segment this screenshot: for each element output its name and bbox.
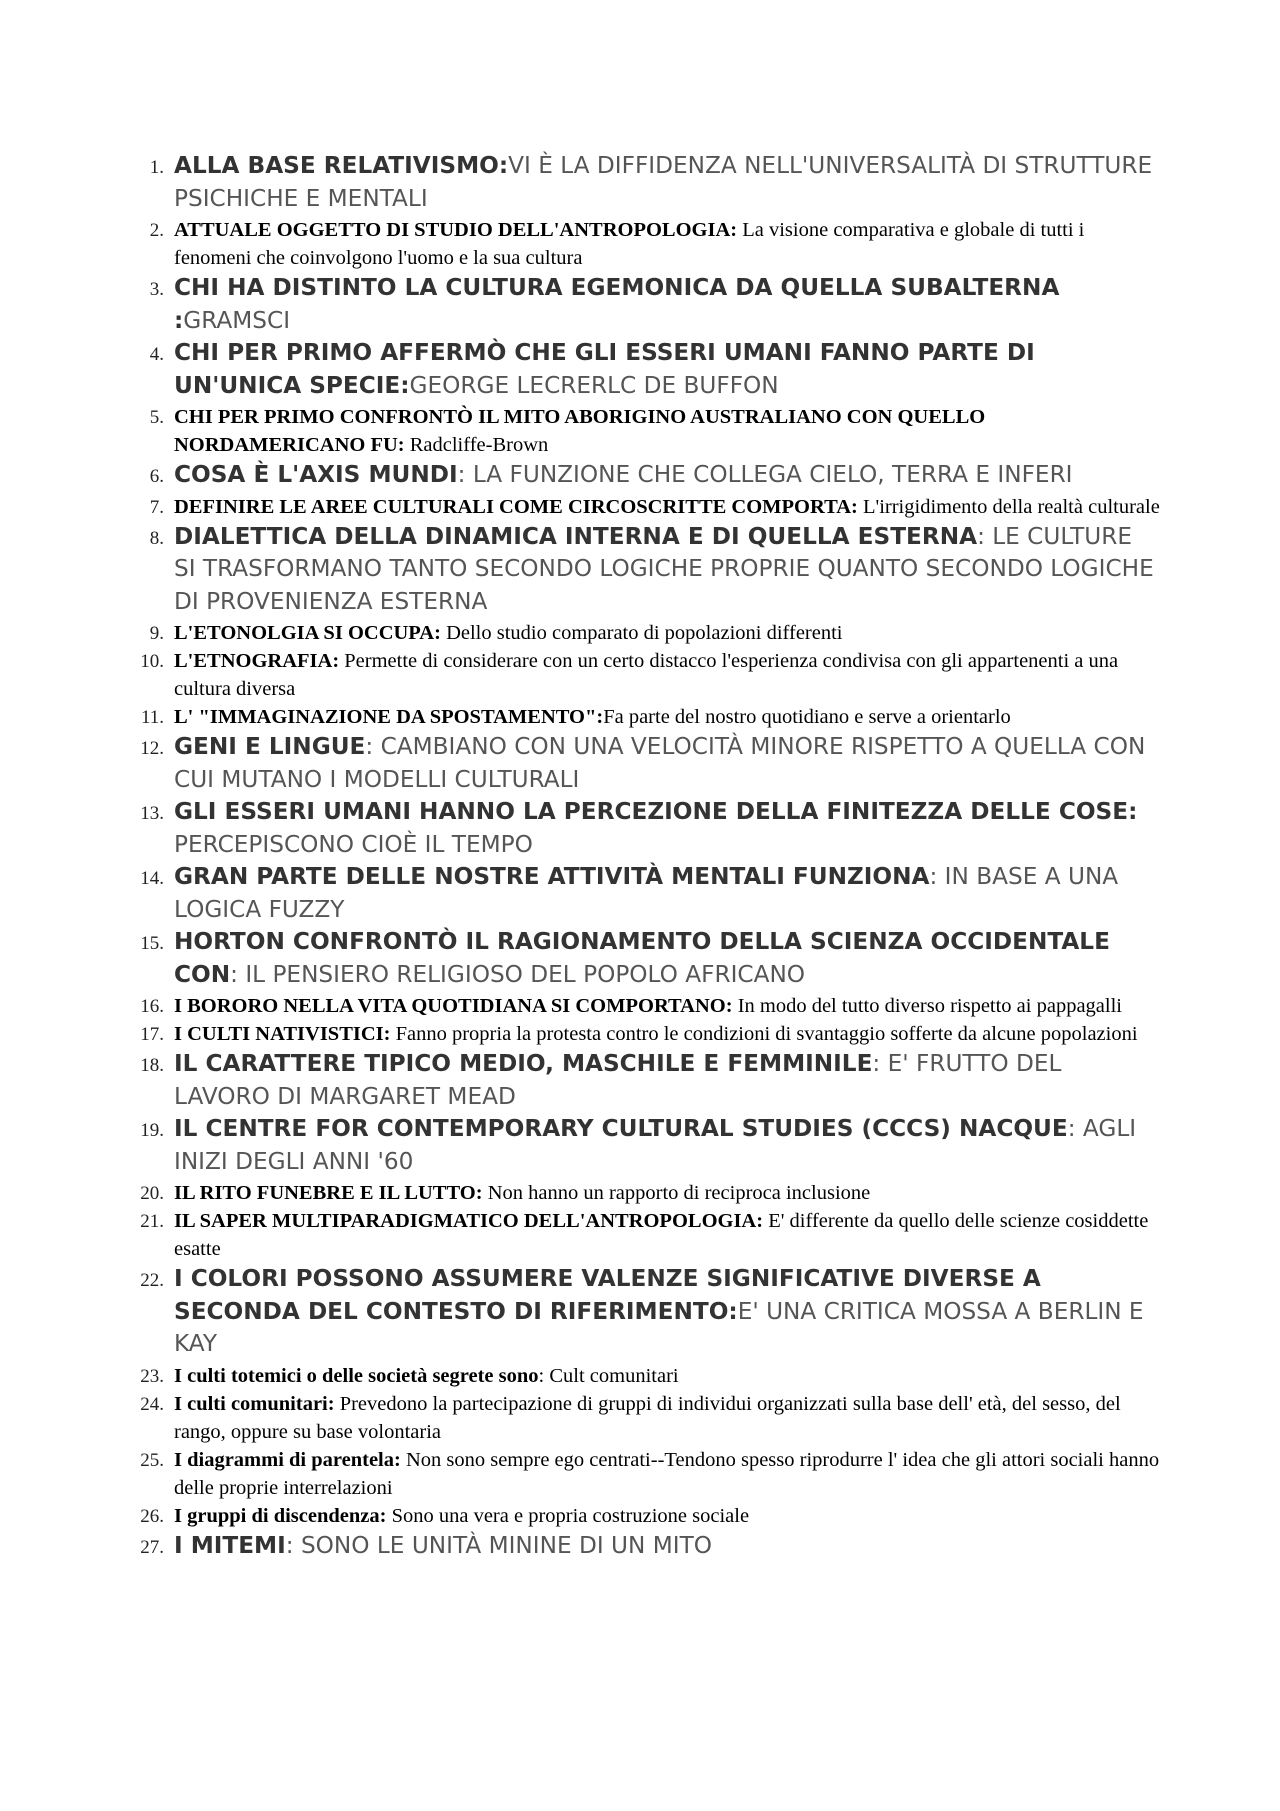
item-question: GLI ESSERI UMANI HANNO LA PERCEZIONE DELLA FINITEZZA DELLE COSE: (174, 798, 1138, 825)
item-question: IL CARATTERE TIPICO MEDIO, MASCHILE E FEMMINILE (174, 1050, 873, 1077)
item-question: IL RITO FUNEBRE E IL LUTTO: (174, 1182, 483, 1204)
item-answer: Radcliffe-Brown (404, 434, 549, 456)
item-text (174, 272, 1160, 337)
list-item (120, 1446, 1160, 1502)
item-number: 9. (149, 623, 164, 644)
item-answer: In modo del tutto diverso rispetto ai pappagalli (732, 995, 1122, 1017)
item-answer: PERCEPISCONO CIOÈ IL TEMPO (174, 830, 533, 858)
item-question: ALLA BASE RELATIVISMO: (174, 152, 509, 179)
item-number: 14. (140, 868, 164, 889)
item-question: IL SAPER MULTIPARADIGMATICO DELL'ANTROPOLOGIA: (174, 1210, 764, 1232)
item-text (174, 521, 1160, 619)
item-answer: Non hanno un rapporto di reciproca inclusione (482, 1182, 871, 1204)
item-number: 13. (140, 803, 164, 824)
item-number: 3. (149, 279, 164, 300)
item-number: 6. (149, 466, 164, 487)
list-item (120, 1207, 1160, 1263)
question-answer-list (120, 150, 1160, 1562)
item-question: DEFINIRE LE AREE CULTURALI COME CIRCOSCRITTE COMPORTA: (174, 495, 858, 518)
item-question: GENI E LINGUE (174, 733, 366, 760)
list-item (120, 1113, 1160, 1178)
item-answer: : LE CULTURE SI TRASFORMANO TANTO SECONDO LOGICHE PROPRIE QUANTO SECONDO LOGICHE DI PROVENIENZA ESTERNA (174, 522, 1154, 615)
item-question: CHI HA DISTINTO LA CULTURA EGEMONICA DA QUELLA SUBALTERNA : (174, 274, 1060, 334)
list-item (120, 337, 1160, 402)
item-question: I COLORI POSSONO ASSUMERE VALENZE SIGNIFICATIVE DIVERSE A SECONDA DEL CONTESTO DI RIFERIMENTO: (174, 1265, 1041, 1325)
item-text (174, 703, 1160, 731)
item-answer: : E' FRUTTO DEL LAVORO DI MARGARET MEAD (174, 1050, 1062, 1110)
item-answer: L'irrigidimento della realtà culturale (857, 495, 1160, 518)
item-question: L'ETNOGRAFIA: (174, 650, 340, 672)
item-text (174, 150, 1160, 215)
item-text (174, 1530, 1160, 1563)
list-item (120, 216, 1160, 272)
item-question: GRAN PARTE DELLE NOSTRE ATTIVITÀ MENTALI FUNZIONA (174, 863, 930, 890)
item-number: 8. (149, 527, 164, 549)
item-text (174, 1020, 1160, 1048)
list-item (120, 272, 1160, 337)
list-item (120, 647, 1160, 703)
item-answer: : IN BASE A UNA LOGICA FUZZY (174, 863, 1119, 923)
item-question: I BORORO NELLA VITA QUOTIDIANA SI COMPORTANO: (174, 995, 733, 1017)
item-number: 21. (140, 1211, 164, 1232)
item-answer: Fanno propria la protesta contro le condizioni di svantaggio sofferte da alcune popolazioni (390, 1023, 1138, 1045)
item-number: 20. (140, 1183, 164, 1204)
item-question: I gruppi di discendenza: (174, 1504, 387, 1527)
item-text (174, 403, 1160, 459)
item-text (174, 619, 1160, 647)
item-text (174, 1179, 1160, 1207)
item-number: 17. (140, 1024, 164, 1045)
item-question: L'ETONOLGIA SI OCCUPA: (174, 622, 441, 644)
item-number: 11. (140, 707, 164, 728)
item-answer: Non sono sempre ego centrati--Tendono spesso riprodurre l' idea che gli attori sociali hanno delle proprie interrelazioni (174, 1448, 1160, 1499)
list-item (120, 992, 1160, 1020)
item-text (174, 1207, 1160, 1263)
item-text (174, 493, 1160, 521)
item-question: I CULTI NATIVISTICI: (174, 1023, 391, 1045)
item-question: CHI PER PRIMO AFFERMÒ CHE GLI ESSERI UMANI FANNO PARTE DI UN'UNICA SPECIE: (174, 339, 1035, 399)
item-text (174, 647, 1160, 703)
list-item (120, 731, 1160, 796)
item-answer: GEORGE LECRERLC DE BUFFON (409, 371, 779, 399)
item-number: 12. (140, 738, 164, 759)
item-text (174, 1446, 1160, 1502)
item-question: I MITEMI (174, 1531, 286, 1559)
list-item (120, 619, 1160, 647)
item-answer: Prevedono la partecipazione di gruppi di individui organizzati sulla base dell' età, del sesso, del rango, oppure su base volontaria (174, 1392, 1121, 1443)
item-text (174, 796, 1160, 861)
item-question: I culti comunitari: (174, 1392, 335, 1415)
item-number: 18. (140, 1055, 164, 1076)
item-text (174, 337, 1160, 402)
item-number: 2. (149, 220, 164, 241)
list-item (120, 521, 1160, 619)
item-text (174, 926, 1160, 991)
item-number: 10. (140, 651, 164, 672)
item-text (174, 1113, 1160, 1178)
list-item (120, 1530, 1160, 1563)
item-answer: E' UNA CRITICA MOSSA A BERLIN E KAY (174, 1297, 1144, 1357)
list-item (120, 403, 1160, 459)
item-text (174, 1502, 1160, 1530)
list-item (120, 1502, 1160, 1530)
item-number: 5. (149, 407, 164, 428)
item-question: IL CENTRE FOR CONTEMPORARY CULTURAL STUDIES (CCCS) NACQUE (174, 1115, 1068, 1142)
item-question: I culti totemici o delle società segrete sono (174, 1364, 539, 1387)
item-answer: Sono una vera e propria costruzione sociale (386, 1504, 750, 1527)
item-number: 15. (140, 933, 164, 954)
item-answer: Fa parte del nostro quotidiano e serve a orientarlo (603, 706, 1011, 728)
item-question: I diagrammi di parentela: (174, 1448, 401, 1471)
item-answer: E' differente da quello delle scienze cosiddette esatte (174, 1210, 1149, 1260)
list-item (120, 703, 1160, 731)
item-number: 1. (149, 157, 164, 178)
item-text (174, 1263, 1160, 1361)
list-item (120, 493, 1160, 521)
item-question: CHI PER PRIMO CONFRONTÒ IL MITO ABORIGINO AUSTRALIANO CON QUELLO NORDAMERICANO FU: (174, 406, 986, 456)
item-number: 27. (140, 1536, 164, 1558)
list-item (120, 861, 1160, 926)
list-item (120, 1048, 1160, 1113)
item-answer: : LA FUNZIONE CHE COLLEGA CIELO, TERRA E INFERI (457, 461, 1073, 488)
item-answer: La visione comparativa e globale di tutti i fenomeni che coinvolgono l'uomo e la sua cultura (174, 219, 1085, 269)
item-number: 7. (149, 496, 164, 518)
list-item (120, 1390, 1160, 1446)
item-question: COSA È L'AXIS MUNDI (174, 461, 458, 488)
list-item (120, 926, 1160, 991)
item-text (174, 216, 1160, 272)
item-answer: GRAMSCI (183, 306, 291, 334)
item-number: 25. (140, 1449, 164, 1471)
item-number: 24. (140, 1393, 164, 1415)
list-item (120, 1362, 1160, 1390)
item-text (174, 1362, 1160, 1390)
item-answer: : IL PENSIERO RELIGIOSO DEL POPOLO AFRICANO (230, 960, 806, 988)
item-number: 4. (149, 344, 164, 365)
list-item (120, 1020, 1160, 1048)
item-answer: : AGLI INIZI DEGLI ANNI '60 (174, 1115, 1137, 1175)
item-text (174, 1048, 1160, 1113)
item-question: HORTON CONFRONTÒ IL RAGIONAMENTO DELLA SCIENZA OCCIDENTALE CON (174, 928, 1110, 988)
list-item (120, 1179, 1160, 1207)
item-number: 16. (140, 996, 164, 1017)
item-answer: : SONO LE UNITÀ MININE DI UN MITO (285, 1531, 712, 1559)
list-item (120, 459, 1160, 492)
item-number: 26. (140, 1505, 164, 1527)
item-text (174, 1390, 1160, 1446)
item-answer: Permette di considerare con un certo distacco l'esperienza condivisa con gli appartenenti a una cultura diversa (174, 650, 1119, 700)
item-number: 22. (140, 1270, 164, 1291)
item-question: DIALETTICA DELLA DINAMICA INTERNA E DI QUELLA ESTERNA (174, 522, 978, 550)
item-answer: Dello studio comparato di popolazioni differenti (440, 622, 843, 644)
list-item (120, 1263, 1160, 1361)
item-number: 23. (140, 1365, 164, 1387)
item-number: 19. (140, 1120, 164, 1141)
item-text (174, 861, 1160, 926)
item-question: ATTUALE OGGETTO DI STUDIO DELL'ANTROPOLOGIA: (174, 219, 738, 241)
list-item (120, 150, 1160, 215)
item-text (174, 992, 1160, 1020)
item-answer: VI È LA DIFFIDENZA NELL'UNIVERSALITÀ DI STRUTTURE PSICHICHE E MENTALI (174, 152, 1153, 212)
list-item (120, 796, 1160, 861)
item-question: L' "IMMAGINAZIONE DA SPOSTAMENTO": (174, 706, 604, 728)
item-answer: : CAMBIANO CON UNA VELOCITÀ MINORE RISPETTO A QUELLA CON CUI MUTANO I MODELLI CULTURALI (174, 733, 1146, 793)
item-answer: : Cult comunitari (538, 1364, 679, 1387)
item-text (174, 459, 1160, 492)
item-text (174, 731, 1160, 796)
